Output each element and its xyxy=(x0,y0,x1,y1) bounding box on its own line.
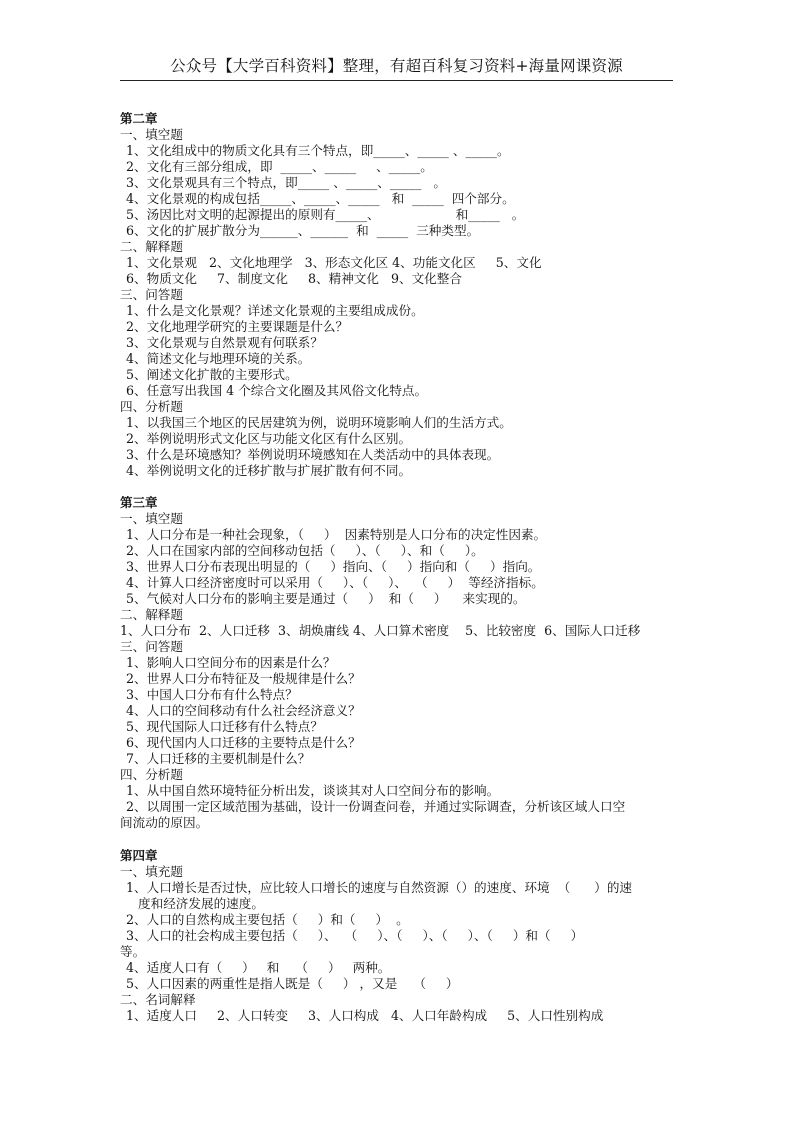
question: 3、文化景观具有三个特点，即_____ 、_____、_____ 。 xyxy=(126,175,446,190)
section-heading: 二、解释题 xyxy=(120,607,183,622)
question: 4、文化景观的构成包括_____、_____、_____ 和 _____ 四个部分。 xyxy=(126,191,515,206)
question: 1、人口分布是一种社会现象，（ ） 因素特别是人口分布的决定性因素。 xyxy=(126,527,547,542)
section-heading: 一、填空题 xyxy=(120,511,183,526)
section-heading: 三、问答题 xyxy=(120,287,183,302)
question: 3、什么是环境感知？举例说明环境感知在人类活动中的具体表现。 xyxy=(126,447,500,462)
question-continuation: 等。 xyxy=(120,944,146,959)
question: 2、举例说明形式文化区与功能文化区有什么区别。 xyxy=(126,431,412,446)
header-divider xyxy=(120,80,673,81)
question: 1、以我国三个地区的民居建筑为例，说明环境影响人们的生活方式。 xyxy=(126,415,512,430)
term-list: 1、适度人口 2、人口转变 3、人口构成 4、人口年龄构成 5、人口性别构成 xyxy=(126,1008,604,1023)
question: 5、阐述文化扩散的主要形式。 xyxy=(126,367,298,382)
question: 1、人口增长是否过快，应比较人口增长的速度与自然资源（）的速度、环境 （ ）的速 xyxy=(126,880,633,895)
term-list: 1、文化景观 2、文化地理学 3、形态文化区 4、功能文化区 5、文化 xyxy=(126,255,542,270)
question: 3、人口的社会构成主要包括（ ）、 （ ）、（ ）、（ ）、（ ）和（ ） xyxy=(126,928,584,943)
chapter-4 xyxy=(120,848,680,1024)
term-list: 1、人口分布 2、人口迁移 3、胡焕庸线 4、人口算术密度 5、比较密度 6、国际人口迁移 xyxy=(120,623,641,638)
section-heading: 四、分析题 xyxy=(120,767,183,782)
question: 2、以周围一定区域范围为基础，设计一份调查问卷，并通过实际调查，分析该区域人口空 xyxy=(126,799,626,814)
question: 3、文化景观与自然景观有何联系？ xyxy=(126,335,323,350)
chapter-3 xyxy=(120,495,680,831)
question: 1、文化组成中的物质文化具有三个特点，即_____、_____ 、_____。 xyxy=(126,143,510,158)
question: 5、现代国际人口迁移有什么特点？ xyxy=(126,719,323,734)
section-heading: 一、填空题 xyxy=(120,127,183,142)
chapter-title: 第二章 xyxy=(120,111,158,126)
question: 1、什么是文化景观？详述文化景观的主要组成成份。 xyxy=(126,303,424,318)
question: 3、中国人口分布有什么特点？ xyxy=(126,687,298,702)
question-continuation: 间流动的原因。 xyxy=(120,815,209,830)
question: 7、人口迁移的主要机制是什么？ xyxy=(126,751,311,766)
question: 3、世界人口分布表现出明显的（ ）指向、（ ）指向和（ ）指向。 xyxy=(126,559,541,574)
question: 2、人口的自然构成主要包括（ ）和（ ） 。 xyxy=(126,912,409,927)
question: 5、人口因素的两重性是指人既是（ ） ，又是 （ ） xyxy=(126,976,459,991)
question: 4、人口的空间移动有什么社会经济意义？ xyxy=(126,703,361,718)
question: 2、人口在国家内部的空间移动包括（ ）、（ ）、和（ ）。 xyxy=(126,543,484,558)
question: 1、影响人口空间分布的因素是什么？ xyxy=(126,655,336,670)
question: 1、从中国自然环境特征分析出发，谈谈其对人口空间分布的影响。 xyxy=(126,783,500,798)
question: 6、现代国内人口迁移的主要特点是什么？ xyxy=(126,735,361,750)
section-heading: 二、名词解释 xyxy=(120,992,196,1007)
section-heading: 四、分析题 xyxy=(120,399,183,414)
question: 4、举例说明文化的迁移扩散与扩展扩散有何不同。 xyxy=(126,463,412,478)
section-heading: 二、解释题 xyxy=(120,239,183,254)
question: 4、适度人口有（ ） 和 （ ） 两种。 xyxy=(126,960,391,975)
chapter-2 xyxy=(120,111,680,479)
question: 6、任意写出我国 4 个综合文化圈及其风俗文化特点。 xyxy=(126,383,428,398)
question: 2、世界人口分布特征及一般规律是什么？ xyxy=(126,671,361,686)
question: 4、计算人口经济密度时可以采用（ ）、（ ）、 （ ） 等经济指标。 xyxy=(126,575,544,590)
question: 4、简述文化与地理环境的关系。 xyxy=(126,351,311,366)
section-heading: 三、问答题 xyxy=(120,639,183,654)
page-header: 公众号【大学百科资料】整理，有超百科复习资料+海量网课资源 xyxy=(170,57,623,75)
question: 6、文化的扩展扩散分为______、______ 和 _____ 三种类型。 xyxy=(126,223,480,238)
question: 2、文化有三部分组成，即 _____、_____ 、_____。 xyxy=(126,159,433,174)
question-continuation: 度和经济发展的速度。 xyxy=(138,896,264,911)
chapter-title: 第四章 xyxy=(120,848,158,863)
question: 5、汤因比对文明的起源提出的原则有_____、 和_____ 。 xyxy=(126,207,525,222)
question: 2、文化地理学研究的主要课题是什么？ xyxy=(126,319,349,334)
section-heading: 一、填充题 xyxy=(120,864,183,879)
question: 5、气候对人口分布的影响主要是通过（ ） 和（ ） 来实现的。 xyxy=(126,591,526,606)
chapter-title: 第三章 xyxy=(120,495,158,510)
term-list: 6、物质文化 7、制度文化 8、精神文化 9、文化整合 xyxy=(126,271,462,286)
